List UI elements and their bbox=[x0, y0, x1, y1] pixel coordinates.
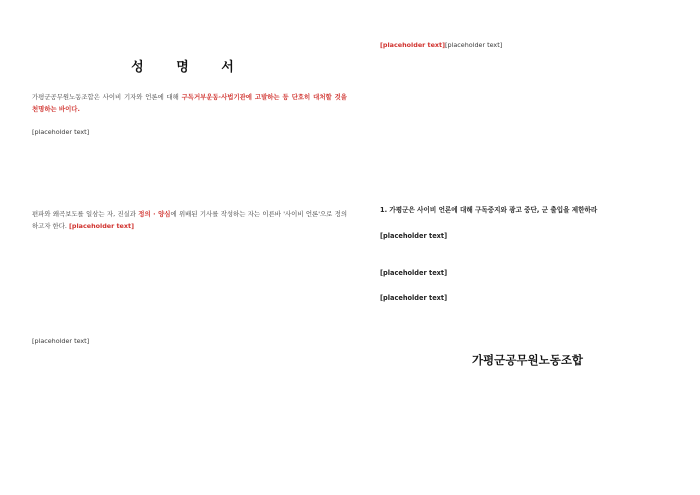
background-paragraph: [placeholder text] bbox=[32, 128, 90, 136]
definition-highlight-1: 정의 · 양심 bbox=[138, 210, 171, 218]
demand-item-4: [placeholder text] bbox=[380, 294, 448, 302]
union-signature: 가평군공무원노동조합 bbox=[471, 353, 584, 367]
intro-paragraph bbox=[32, 92, 347, 115]
incident-paragraph bbox=[380, 40, 675, 52]
demand-item-1: 1. 가평군은 사이비 언론에 대해 구독중지와 광고 중단, 군 출입을 제한하라 bbox=[380, 206, 598, 214]
intro-text: 가평군공무원노동조합은 사이비 기자와 언론에 대해 bbox=[32, 93, 182, 101]
incident-highlight: [placeholder text] bbox=[380, 41, 446, 49]
definition-paragraph bbox=[32, 209, 347, 232]
definition-highlight-2: [placeholder text] bbox=[68, 221, 134, 230]
definition-mid: 에 위배된 기사를 작성하는 자는 이른바 '사이비 언론'으로 정의하고자 한다. bbox=[32, 210, 347, 230]
democracy-paragraph: [placeholder text] bbox=[32, 337, 90, 345]
incident-tail: [placeholder text] bbox=[445, 41, 503, 49]
demand-item-3: [placeholder text] bbox=[380, 269, 448, 277]
demand-item-2: [placeholder text] bbox=[380, 232, 448, 240]
definition-lead: 편파와 왜곡보도를 일삼는 자, 진실과 bbox=[32, 210, 139, 218]
intro-highlight: 구독거부운동·사법기관에 고발하는 등 단호히 대처할 것을 천명하는 바이다. bbox=[32, 93, 347, 113]
document-title: 성 명 서 bbox=[131, 60, 248, 75]
